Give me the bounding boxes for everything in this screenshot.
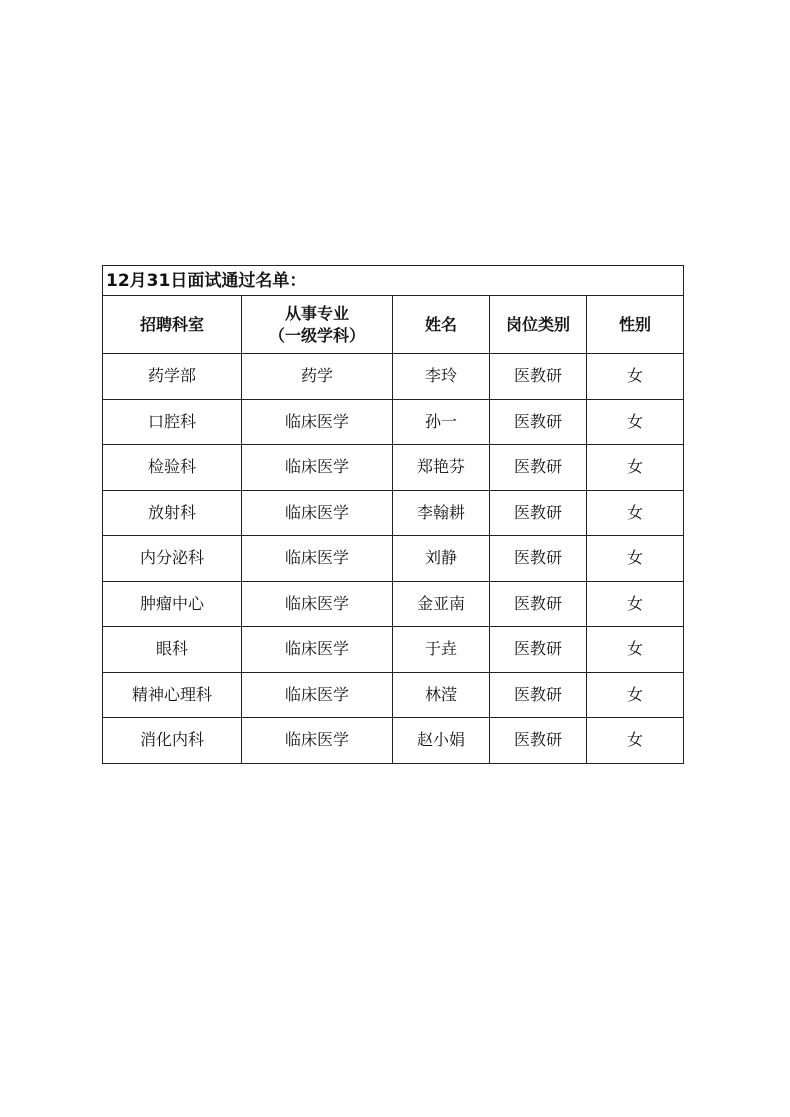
header-row	[103, 296, 684, 354]
table-row	[103, 354, 684, 400]
cell-position-type: 医教研	[490, 354, 587, 400]
cell-position-type: 医教研	[490, 536, 587, 582]
cell-major: 临床医学	[242, 536, 393, 582]
column-header-gender: 性别	[587, 296, 684, 354]
cell-position-type: 医教研	[490, 445, 587, 491]
column-header-department: 招聘科室	[103, 296, 242, 354]
cell-major: 临床医学	[242, 581, 393, 627]
cell-name: 李翰耕	[393, 490, 490, 536]
cell-gender: 女	[587, 672, 684, 718]
cell-department: 肿瘤中心	[103, 581, 242, 627]
cell-position-type: 医教研	[490, 399, 587, 445]
table-row	[103, 490, 684, 536]
cell-gender: 女	[587, 445, 684, 491]
cell-department: 眼科	[103, 627, 242, 673]
table-row	[103, 718, 684, 764]
cell-gender: 女	[587, 627, 684, 673]
cell-gender: 女	[587, 399, 684, 445]
cell-major: 临床医学	[242, 490, 393, 536]
cell-major: 药学	[242, 354, 393, 400]
cell-gender: 女	[587, 536, 684, 582]
cell-major: 临床医学	[242, 718, 393, 764]
cell-position-type: 医教研	[490, 627, 587, 673]
cell-major: 临床医学	[242, 627, 393, 673]
column-header-major: 从事专业 （一级学科）	[242, 296, 393, 354]
cell-gender: 女	[587, 718, 684, 764]
cell-major: 临床医学	[242, 672, 393, 718]
cell-name: 刘静	[393, 536, 490, 582]
cell-department: 口腔科	[103, 399, 242, 445]
table-row	[103, 627, 684, 673]
cell-gender: 女	[587, 354, 684, 400]
cell-name: 李玲	[393, 354, 490, 400]
cell-name: 林滢	[393, 672, 490, 718]
cell-name: 于垚	[393, 627, 490, 673]
cell-department: 药学部	[103, 354, 242, 400]
cell-position-type: 医教研	[490, 581, 587, 627]
cell-department: 消化内科	[103, 718, 242, 764]
cell-gender: 女	[587, 581, 684, 627]
cell-name: 金亚南	[393, 581, 490, 627]
cell-major: 临床医学	[242, 399, 393, 445]
cell-department: 放射科	[103, 490, 242, 536]
cell-name: 赵小娟	[393, 718, 490, 764]
table-row	[103, 445, 684, 491]
cell-department: 精神心理科	[103, 672, 242, 718]
cell-department: 内分泌科	[103, 536, 242, 582]
cell-position-type: 医教研	[490, 490, 587, 536]
cell-name: 郑艳芬	[393, 445, 490, 491]
cell-department: 检验科	[103, 445, 242, 491]
cell-name: 孙一	[393, 399, 490, 445]
cell-gender: 女	[587, 490, 684, 536]
cell-major: 临床医学	[242, 445, 393, 491]
table-row	[103, 581, 684, 627]
table-row	[103, 399, 684, 445]
table-title: 12月31日面试通过名单：	[103, 266, 684, 296]
cell-position-type: 医教研	[490, 718, 587, 764]
cell-position-type: 医教研	[490, 672, 587, 718]
table-row	[103, 672, 684, 718]
interview-pass-list-table	[102, 265, 684, 764]
column-header-name: 姓名	[393, 296, 490, 354]
table-row	[103, 536, 684, 582]
column-header-position-type: 岗位类别	[490, 296, 587, 354]
